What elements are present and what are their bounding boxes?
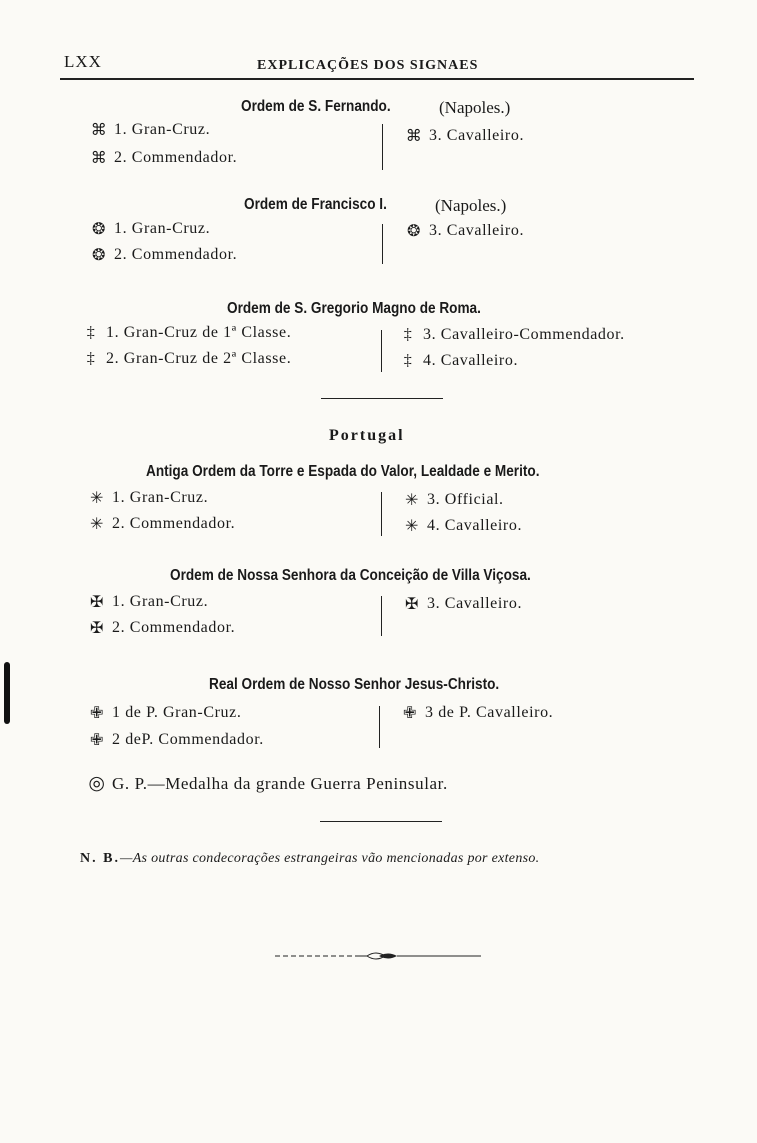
column-divider [382,224,383,264]
order-medal-icon: ❂ [91,221,106,238]
order-badge-icon: ⌘ [90,122,108,139]
star-cross-icon: ✳ [404,492,419,509]
double-cross-icon: ‡ [403,326,413,343]
footnote-text: —As outras condecorações estrangeiras vão mencionadas por extenso. [119,851,540,866]
list-item-label: 1. Gran-Cruz. [112,489,209,506]
list-item [401,516,522,536]
list-item [86,703,241,723]
section-title: Ordem de S. Fernando. [241,98,391,115]
concentric-circle-icon: ◎ [88,773,106,794]
list-item-label: 3. Cavalleiro. [429,222,525,239]
order-medal-icon: ❂ [406,223,421,240]
section-title: Ordem de Nossa Senhora da Conceição de Villa Viçosa. [170,567,531,584]
list-item [401,594,522,614]
list-item-label: 2. Commendador. [114,246,238,263]
list-item [403,221,524,241]
section-title: Ordem de Francisco I. [244,196,387,213]
footnote [80,851,539,867]
list-item [86,514,235,534]
running-title: EXPLICAÇÕES DOS SIGNAES [257,58,479,73]
maltese-cross-icon: ✠ [89,594,104,611]
list-item [80,350,291,368]
double-cross-icon: ‡ [86,350,96,367]
list-item [88,245,237,265]
list-item [88,148,237,168]
list-item-label: 4. Cavalleiro. [423,352,519,369]
list-item-label: 3. Cavalleiro-Commendador. [423,326,625,343]
medal-entry [86,772,448,795]
medal-label: G. P.—Medalha da grande Guerra Peninsular. [112,773,448,793]
list-item-label: 2 deP. Commendador. [112,731,264,748]
column-divider [379,706,380,748]
section-country-note: (Napoles.) [439,98,511,117]
list-item-label: 1. Gran-Cruz. [114,121,211,138]
list-item-label: 1. Gran-Cruz. [114,220,211,237]
section-title: Real Ordem de Nosso Senhor Jesus-Christo. [209,676,500,693]
list-item-label: 3 de P. Cavalleiro. [425,704,554,721]
list-item-label: 2. Commendador. [114,149,238,166]
header-rule [60,78,694,80]
order-badge-icon: ⌘ [90,150,108,167]
list-item-label: 2. Commendador. [112,515,236,532]
list-item-label: 1. Gran-Cruz de 1ª Classe. [106,324,292,341]
section-country-note: (Napoles.) [435,196,507,215]
christ-cross-icon: ✙ [89,732,104,749]
star-cross-icon: ✳ [89,516,104,533]
section-title: Ordem de S. Gregorio Magno de Roma. [227,300,481,317]
column-divider [381,492,382,536]
column-divider [382,124,383,170]
list-item [397,326,625,344]
list-item [86,488,208,508]
maltese-cross-icon: ✠ [404,596,419,613]
section-separator [320,821,442,822]
page-edge-mark [4,662,10,724]
section-separator [321,398,443,399]
end-ornament-icon [275,948,481,964]
list-item [397,352,518,370]
section-title: Antiga Ordem da Torre e Espada do Valor, Lealdade e Merito. [146,463,540,480]
christ-cross-icon: ✙ [89,705,104,722]
list-item-label: 3. Cavalleiro. [427,595,523,612]
list-item [401,490,504,510]
list-item [399,703,553,723]
list-item-label: 1. Gran-Cruz. [112,593,209,610]
list-item [403,126,524,146]
footnote-label: N. B. [80,851,120,866]
list-item [88,120,210,140]
column-divider [381,596,382,636]
list-item-label: 4. Cavalleiro. [427,517,523,534]
list-item [86,730,264,750]
list-item-label: 3. Official. [427,491,504,508]
page-number: LXX [64,52,102,71]
country-heading: Portugal [329,427,405,444]
order-badge-icon: ⌘ [405,128,423,145]
list-item [88,219,210,239]
double-cross-icon: ‡ [86,324,96,341]
christ-cross-icon: ✙ [402,705,417,722]
column-divider [381,330,382,372]
list-item-label: 2. Commendador. [112,619,236,636]
list-item-label: 2. Gran-Cruz de 2ª Classe. [106,350,292,367]
double-cross-icon: ‡ [403,352,413,369]
star-cross-icon: ✳ [89,490,104,507]
list-item [86,592,208,612]
list-item-label: 3. Cavalleiro. [429,127,525,144]
list-item-label: 1 de P. Gran-Cruz. [112,704,242,721]
list-item [80,324,291,342]
maltese-cross-icon: ✠ [89,620,104,637]
list-item [86,618,235,638]
order-medal-icon: ❂ [91,247,106,264]
star-cross-icon: ✳ [404,518,419,535]
